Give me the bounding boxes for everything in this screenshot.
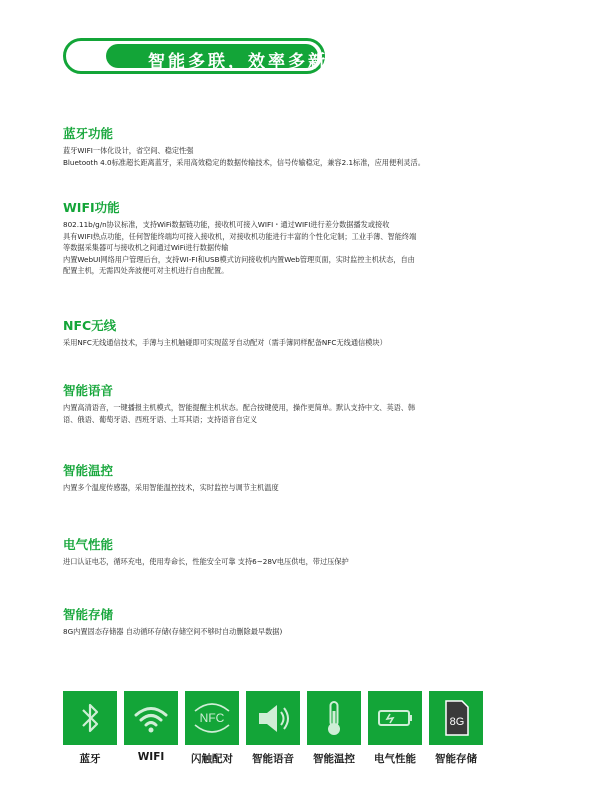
- feature-label: 闪触配对: [191, 753, 233, 765]
- feature-label: 蓝牙: [79, 753, 101, 765]
- feature-label: 智能温控: [313, 753, 355, 765]
- section-text: 8G内置固态存储器 自动循环存储(存储空间不够时自动删除最早数据): [63, 627, 283, 636]
- section-title: 蓝牙功能: [63, 126, 114, 141]
- section-title: 智能存储: [63, 607, 114, 622]
- section-text: 语、俄语、葡萄牙语、西班牙语、土耳其语；支持语音自定义: [63, 414, 258, 424]
- section-electrical: [63, 535, 349, 568]
- section-bluetooth: [63, 124, 425, 168]
- feature-tile-storage: [429, 691, 483, 745]
- section-text: 内置多个温度传感器，采用智能温控技术，实时监控与调节主机温度: [63, 483, 279, 492]
- page-title: 智能多联，效率多新: [148, 52, 328, 72]
- header-banner: [63, 38, 328, 74]
- section-wifi: [63, 198, 416, 277]
- feature-tile-electrical: [368, 691, 422, 745]
- feature-tile-temperature: [307, 691, 361, 745]
- section-text: 802.11b/g/n协议标准，支持WiFi数据链功能，接收机可接入WIFI・通过WIFI进行差分数据播发或接收: [63, 220, 390, 229]
- section-temperature: [63, 461, 279, 494]
- section-voice: [63, 381, 415, 425]
- feature-label: 智能存储: [435, 753, 477, 765]
- wifi-icon: [124, 691, 178, 745]
- bluetooth-icon: [63, 691, 117, 745]
- svg-text:8G: 8G: [449, 716, 465, 728]
- section-text: 采用NFC无线通信技术，手薄与主机触碰即可实现蓝牙自动配对（需手簿同样配备NFC无线通信模块）: [63, 338, 387, 347]
- feature-tile-wifi: [124, 691, 178, 745]
- section-title: WIFI功能: [63, 200, 120, 215]
- section-text: 等数据采集器可与接收机之间通过WiFi进行数据传输: [63, 243, 229, 252]
- section-storage: [63, 605, 282, 638]
- section-title: NFC无线: [63, 318, 117, 333]
- battery-icon: [368, 691, 422, 745]
- section-text: 配置主机，无需四处奔波便可对主机进行自由配置。: [63, 266, 229, 275]
- section-text: 内置WebUI网络用户管理后台，支持WI-FI和USB模式访问接收机内置Web管理页面，实时监控主机状态，自由: [63, 254, 415, 264]
- feature-label: WIFI: [137, 751, 165, 763]
- svg-text:NFC: NFC: [199, 711, 225, 725]
- section-title: 智能语音: [63, 383, 114, 398]
- section-text: Bluetooth 4.0标准超长距离蓝牙，采用高效稳定的数据传输技术，信号传输稳定，兼容2.1标准，应用便利灵活。: [63, 157, 425, 167]
- sd-card-icon: [429, 691, 483, 745]
- section-text: 蓝牙WIFI一体化设计，省空间、稳定性强: [63, 146, 194, 155]
- thermometer-icon: [307, 691, 361, 745]
- feature-tile-nfc: [185, 691, 239, 745]
- section-text: 具有WIFI热点功能，任何智能终端均可接入接收机，对接收机功能进行丰富的个性化定制；工业手薄、智能终端: [63, 231, 417, 241]
- feature-label: 智能语音: [252, 753, 294, 765]
- feature-label: 电气性能: [374, 753, 416, 765]
- nfc-icon: [185, 691, 239, 745]
- section-text: 进口认证电芯，循环充电，使用寿命长，性能安全可靠 支持6~28V电压供电，带过压保护: [63, 557, 349, 566]
- feature-tile-bluetooth: [63, 691, 117, 745]
- section-title: 电气性能: [63, 537, 114, 552]
- section-nfc: [63, 316, 387, 349]
- feature-tile-voice: [246, 691, 300, 745]
- section-title: 智能温控: [63, 463, 114, 478]
- speaker-icon: [246, 691, 300, 745]
- section-text: 内置高清语音，一键播报主机模式，智能提醒主机状态。配合按键使用，操作更简单。默认支持中文、英语、韩: [63, 403, 416, 412]
